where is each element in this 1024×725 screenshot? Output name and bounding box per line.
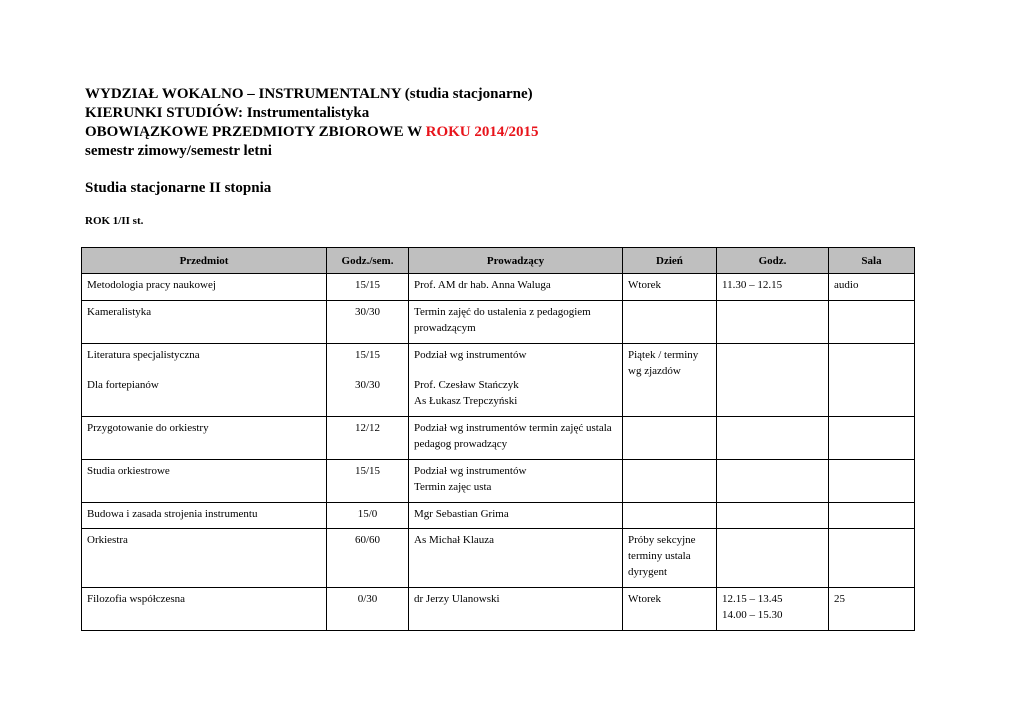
academic-year: ROKU 2014/2015 — [425, 124, 539, 140]
hours-cell: 15/0 — [327, 503, 409, 529]
table-row — [82, 503, 915, 529]
subject-cell: Orkiestra — [82, 529, 327, 588]
day-cell — [623, 460, 717, 503]
room-cell — [829, 529, 915, 588]
room-cell — [829, 460, 915, 503]
table-row — [82, 274, 915, 301]
teacher-cell: As Michał Klauza — [409, 529, 623, 588]
table-row — [82, 460, 915, 503]
table-row — [82, 344, 915, 417]
semester-label: semestr zimowy/semestr letni — [85, 143, 272, 159]
teacher-cell: Termin zajęć do ustalenia z pedagogiem prowadzącym — [409, 301, 623, 344]
day-cell — [623, 417, 717, 460]
column-header-time: Godz. — [717, 248, 829, 274]
time-slot: 12.15 – 13.45 — [722, 593, 783, 605]
room-cell — [829, 503, 915, 529]
hours-cell: 30/30 — [327, 301, 409, 344]
hours-cell: 15/15 — [327, 274, 409, 301]
column-header-hours: Godz./sem. — [327, 248, 409, 274]
subject-cell: Studia orkiestrowe — [82, 460, 327, 503]
teacher-name: Podział wg instrumentów — [414, 349, 527, 361]
table-row — [82, 417, 915, 460]
year-label: ROK 1/II st. — [85, 215, 144, 227]
day-cell — [623, 503, 717, 529]
time-slot-secondary: 14.00 – 15.30 — [722, 609, 783, 621]
study-direction: KIERUNKI STUDIÓW: Instrumentalistyka — [85, 105, 370, 121]
time-cell: 11.30 – 12.15 — [717, 274, 829, 301]
time-cell — [717, 301, 829, 344]
time-cell — [717, 588, 829, 631]
teacher-cell: Mgr Sebastian Grima — [409, 503, 623, 529]
subject-cell: Budowa i zasada strojenia instrumentu — [82, 503, 327, 529]
column-header-teacher: Prowadzący — [409, 248, 623, 274]
column-header-subject: Przedmiot — [82, 248, 327, 274]
time-cell — [717, 529, 829, 588]
subject-cell: Kameralistyka — [82, 301, 327, 344]
day-cell: Piątek / terminy wg zjazdów — [623, 344, 717, 417]
teacher-name-tertiary: As Łukasz Trepczyński — [414, 395, 518, 407]
teacher-cell: dr Jerzy Ulanowski — [409, 588, 623, 631]
time-cell — [717, 503, 829, 529]
day-cell: Wtorek — [623, 588, 717, 631]
faculty-title: WYDZIAŁ WOKALNO – INSTRUMENTALNY (studia stacjonarne) — [85, 86, 533, 102]
day-cell: Próby sekcyjne terminy ustala dyrygent — [623, 529, 717, 588]
table-row — [82, 529, 915, 588]
room-cell — [829, 301, 915, 344]
subject-cell: Filozofia współczesna — [82, 588, 327, 631]
room-cell — [829, 344, 915, 417]
hours-value-secondary: 30/30 — [354, 379, 381, 391]
room-cell: 25 — [829, 588, 915, 631]
column-header-room: Sala — [829, 248, 915, 274]
column-header-day: Dzień — [623, 248, 717, 274]
subject-name: Literatura specjalistyczna — [87, 349, 200, 361]
teacher-name: Podział wg instrumentów — [414, 465, 527, 477]
subject-cell: Przygotowanie do orkiestry — [82, 417, 327, 460]
room-cell — [829, 417, 915, 460]
mandatory-subjects-title — [85, 123, 539, 142]
table-row — [82, 301, 915, 344]
hours-cell: 12/12 — [327, 417, 409, 460]
subject-name-secondary: Dla fortepianów — [87, 379, 159, 391]
study-level-title: Studia stacjonarne II stopnia — [85, 180, 272, 196]
time-cell — [717, 417, 829, 460]
day-cell — [623, 301, 717, 344]
teacher-cell — [409, 460, 623, 503]
room-cell: audio — [829, 274, 915, 301]
teacher-note: Termin zajęc usta — [414, 481, 492, 493]
table-row — [82, 588, 915, 631]
subject-cell: Metodologia pracy naukowej — [82, 274, 327, 301]
hours-cell: 60/60 — [327, 529, 409, 588]
teacher-name-secondary: Prof. Czesław Stańczyk — [414, 379, 519, 391]
hours-value: 15/15 — [354, 349, 381, 361]
table-header-row — [82, 248, 915, 274]
hours-cell — [327, 344, 409, 417]
schedule-table — [81, 247, 915, 631]
hours-cell: 15/15 — [327, 460, 409, 503]
document-header — [85, 85, 539, 161]
teacher-cell — [409, 344, 623, 417]
subject-cell — [82, 344, 327, 417]
time-cell — [717, 460, 829, 503]
hours-cell: 0/30 — [327, 588, 409, 631]
day-cell: Wtorek — [623, 274, 717, 301]
mandatory-subjects-prefix: OBOWIĄZKOWE PRZEDMIOTY ZBIOROWE W — [85, 124, 426, 140]
teacher-cell: Prof. AM dr hab. Anna Waluga — [409, 274, 623, 301]
teacher-cell: Podział wg instrumentów termin zajęć ustala pedagog prowadzący — [409, 417, 623, 460]
time-cell — [717, 344, 829, 417]
